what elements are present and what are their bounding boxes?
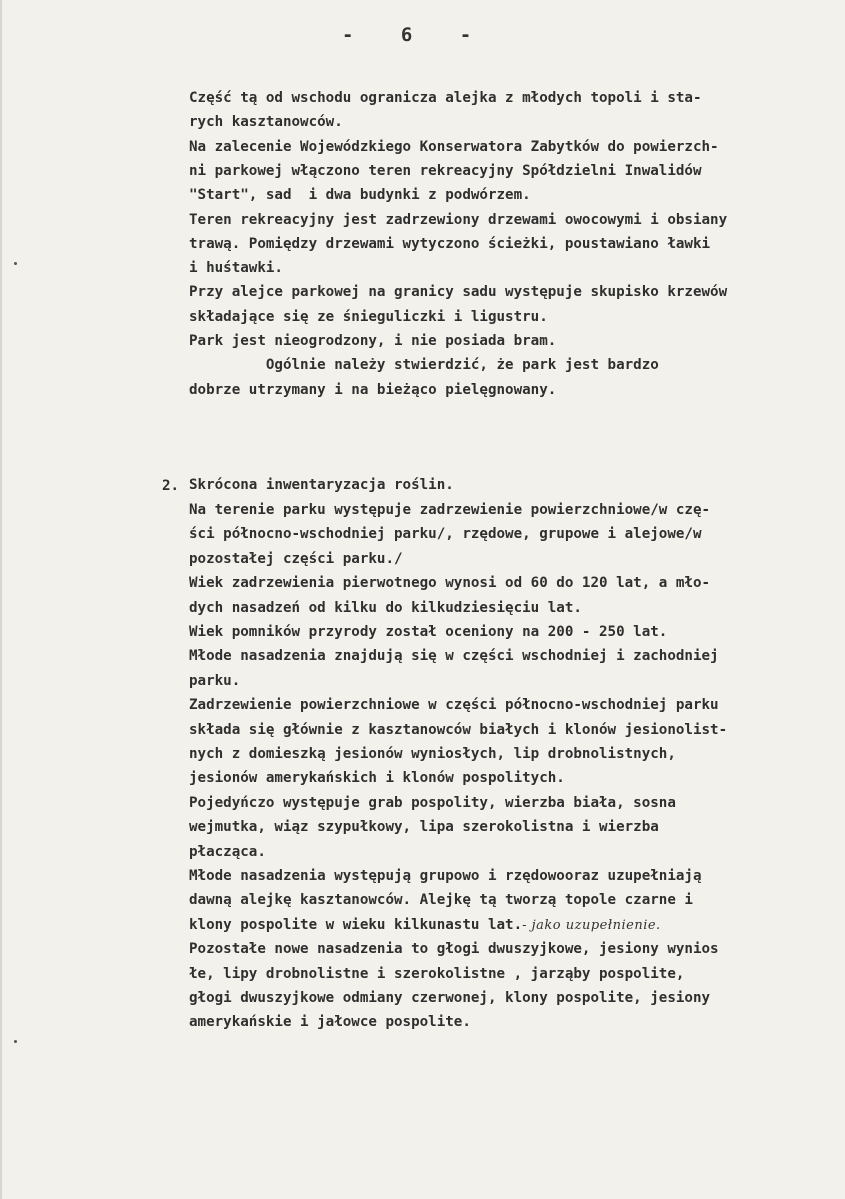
margin-mark	[14, 262, 17, 265]
text-line: Przy alejce parkowej na granicy sadu występuje skupisko krzewów	[189, 284, 728, 301]
text-line: pozostałej części parku./	[189, 550, 403, 567]
text-line: Na zalecenie Wojewódzkiego Konserwatora Zabytków do powierzch-	[189, 138, 719, 155]
text-line: nych z domieszką jesionów wyniosłych, lip drobnolistnych,	[189, 746, 676, 762]
handwritten-annotation: - jako uzupełnienie.	[522, 917, 661, 933]
section-number: 2.	[162, 478, 180, 494]
text-line: parku.	[189, 672, 241, 689]
text-line: dych nasadzeń od kilku do kilkudziesięciu lat.	[189, 599, 582, 616]
text-line: Park jest nieogrodzony, i nie posiada bram.	[189, 333, 557, 349]
text-line: Teren rekreacyjny jest zadrzewiony drzewami owocowymi i obsiany	[189, 211, 728, 228]
text-line: jesionów amerykańskich i klonów pospolitych.	[189, 770, 565, 787]
text-line: Pozostałe nowe nasadzenia to głogi dwuszyjkowe, jesiony wynios	[189, 941, 719, 958]
text-line: Pojedyńczo występuje grab pospolity, wierzba biała, sosna	[189, 794, 676, 811]
text-line: Zadrzewienie powierzchniowe w części północno-wschodniej parku	[189, 697, 719, 714]
text-line: głogi dwuszyjkowe odmiany czerwonej, klony pospolite, jesiony	[189, 990, 711, 1006]
text-line: trawą. Pomiędzy drzewami wytyczono ścieżki, poustawiano ławki	[189, 235, 711, 252]
text-line: rych kasztanowców.	[189, 114, 343, 131]
text-line: "Start", sad i dwa budynki z podwórzem.	[189, 187, 531, 204]
text-line: Młode nasadzenia występują grupowo i rzędowooraz uzupełniają	[189, 868, 702, 884]
text-line: składające się ze śnieguliczki i ligustru.	[189, 308, 548, 325]
text-line: Wiek zadrzewienia pierwotnego wynosi od 60 do 120 lat, a mło-	[189, 575, 711, 592]
text-line: składa się głównie z kasztanowców białych i klonów jesionolist-	[189, 721, 728, 738]
text-line: dobrze utrzymany i na bieżąco pielęgnowany.	[189, 381, 557, 398]
page-number: - 6 -	[342, 24, 490, 46]
text-line: ści północno-wschodniej parku/, rzędowe, grupowe i alejowe/w	[189, 526, 702, 543]
text-line: łe, lipy drobnolistne i szerokolistne , jarząby pospolite,	[189, 965, 685, 982]
text-line: ni parkowej włączono teren rekreacyjny Spółdzielni Inwalidów	[189, 162, 702, 179]
text-line: amerykańskie i jałowce pospolite.	[189, 1014, 471, 1031]
text-line: Młode nasadzenia znajdują się w części wschodniej i zachodniej	[189, 648, 719, 665]
text-line: Ogólnie należy stwierdzić, że park jest bardzo	[189, 357, 659, 374]
margin-mark	[14, 1040, 17, 1043]
text-line: i huśtawki.	[189, 260, 283, 277]
text-line: klony pospolite w wieku kilkunastu lat.- jako uzupełnienie.	[189, 916, 661, 933]
text-line: Część tą od wschodu ogranicza alejka z młodych topoli i sta-	[189, 90, 702, 106]
text-line: płacząca.	[189, 843, 266, 860]
text-line: dawną alejkę kasztanowców. Alejkę tą tworzą topole czarne i	[189, 892, 693, 909]
text-line: wejmutka, wiąz szypułkowy, lipa szerokolistna i wierzba	[189, 819, 659, 836]
text-line: Na terenie parku występuje zadrzewienie powierzchniowe/w czę-	[189, 502, 711, 518]
section-heading: Skrócona inwentaryzacja roślin.	[189, 477, 454, 493]
text-line: Wiek pomników przyrody został oceniony na 200 - 250 lat.	[189, 624, 668, 640]
